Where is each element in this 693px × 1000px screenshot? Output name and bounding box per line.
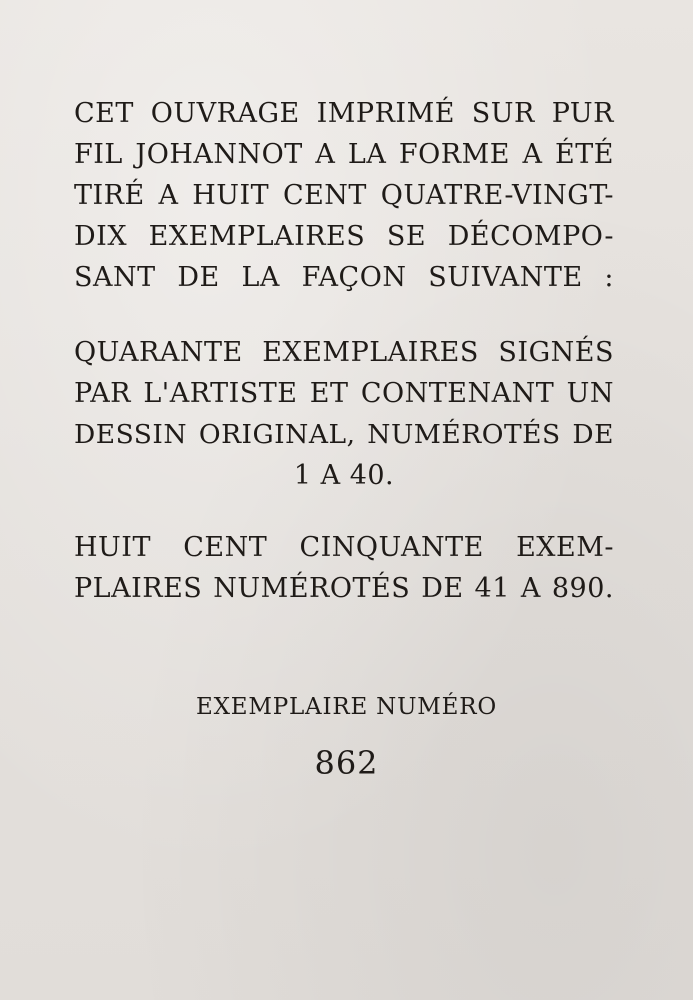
printing-statement-paragraph [74, 93, 614, 298]
text-line: CET OUVRAGE IMPRIMÉ SUR PUR [74, 98, 614, 129]
signed-copies-paragraph [74, 332, 614, 496]
text-line: PLAIRES NUMÉROTÉS DE 41 A 890. [74, 573, 614, 604]
text-line: HUIT CENT CINQUANTE EXEM- [74, 532, 614, 563]
text-line: QUARANTE EXEMPLAIRES SIGNÉS [74, 337, 614, 368]
text-line: SANT DE LA FAÇON SUIVANTE : [74, 262, 614, 293]
copy-number: 862 [314, 744, 379, 782]
text-line: DESSIN ORIGINAL, NUMÉROTÉS DE [74, 419, 614, 450]
text-line: TIRÉ A HUIT CENT QUATRE-VINGT- [74, 180, 614, 211]
text-line: 1 A 40. [293, 460, 395, 491]
copy-number-label: EXEMPLAIRE NUMÉRO [196, 694, 497, 720]
text-line: FIL JOHANNOT A LA FORME A ÉTÉ [74, 139, 614, 170]
numbered-copies-paragraph [74, 527, 614, 609]
text-line: PAR L'ARTISTE ET CONTENANT UN [74, 378, 614, 409]
text-line: DIX EXEMPLAIRES SE DÉCOMPO- [74, 221, 614, 252]
